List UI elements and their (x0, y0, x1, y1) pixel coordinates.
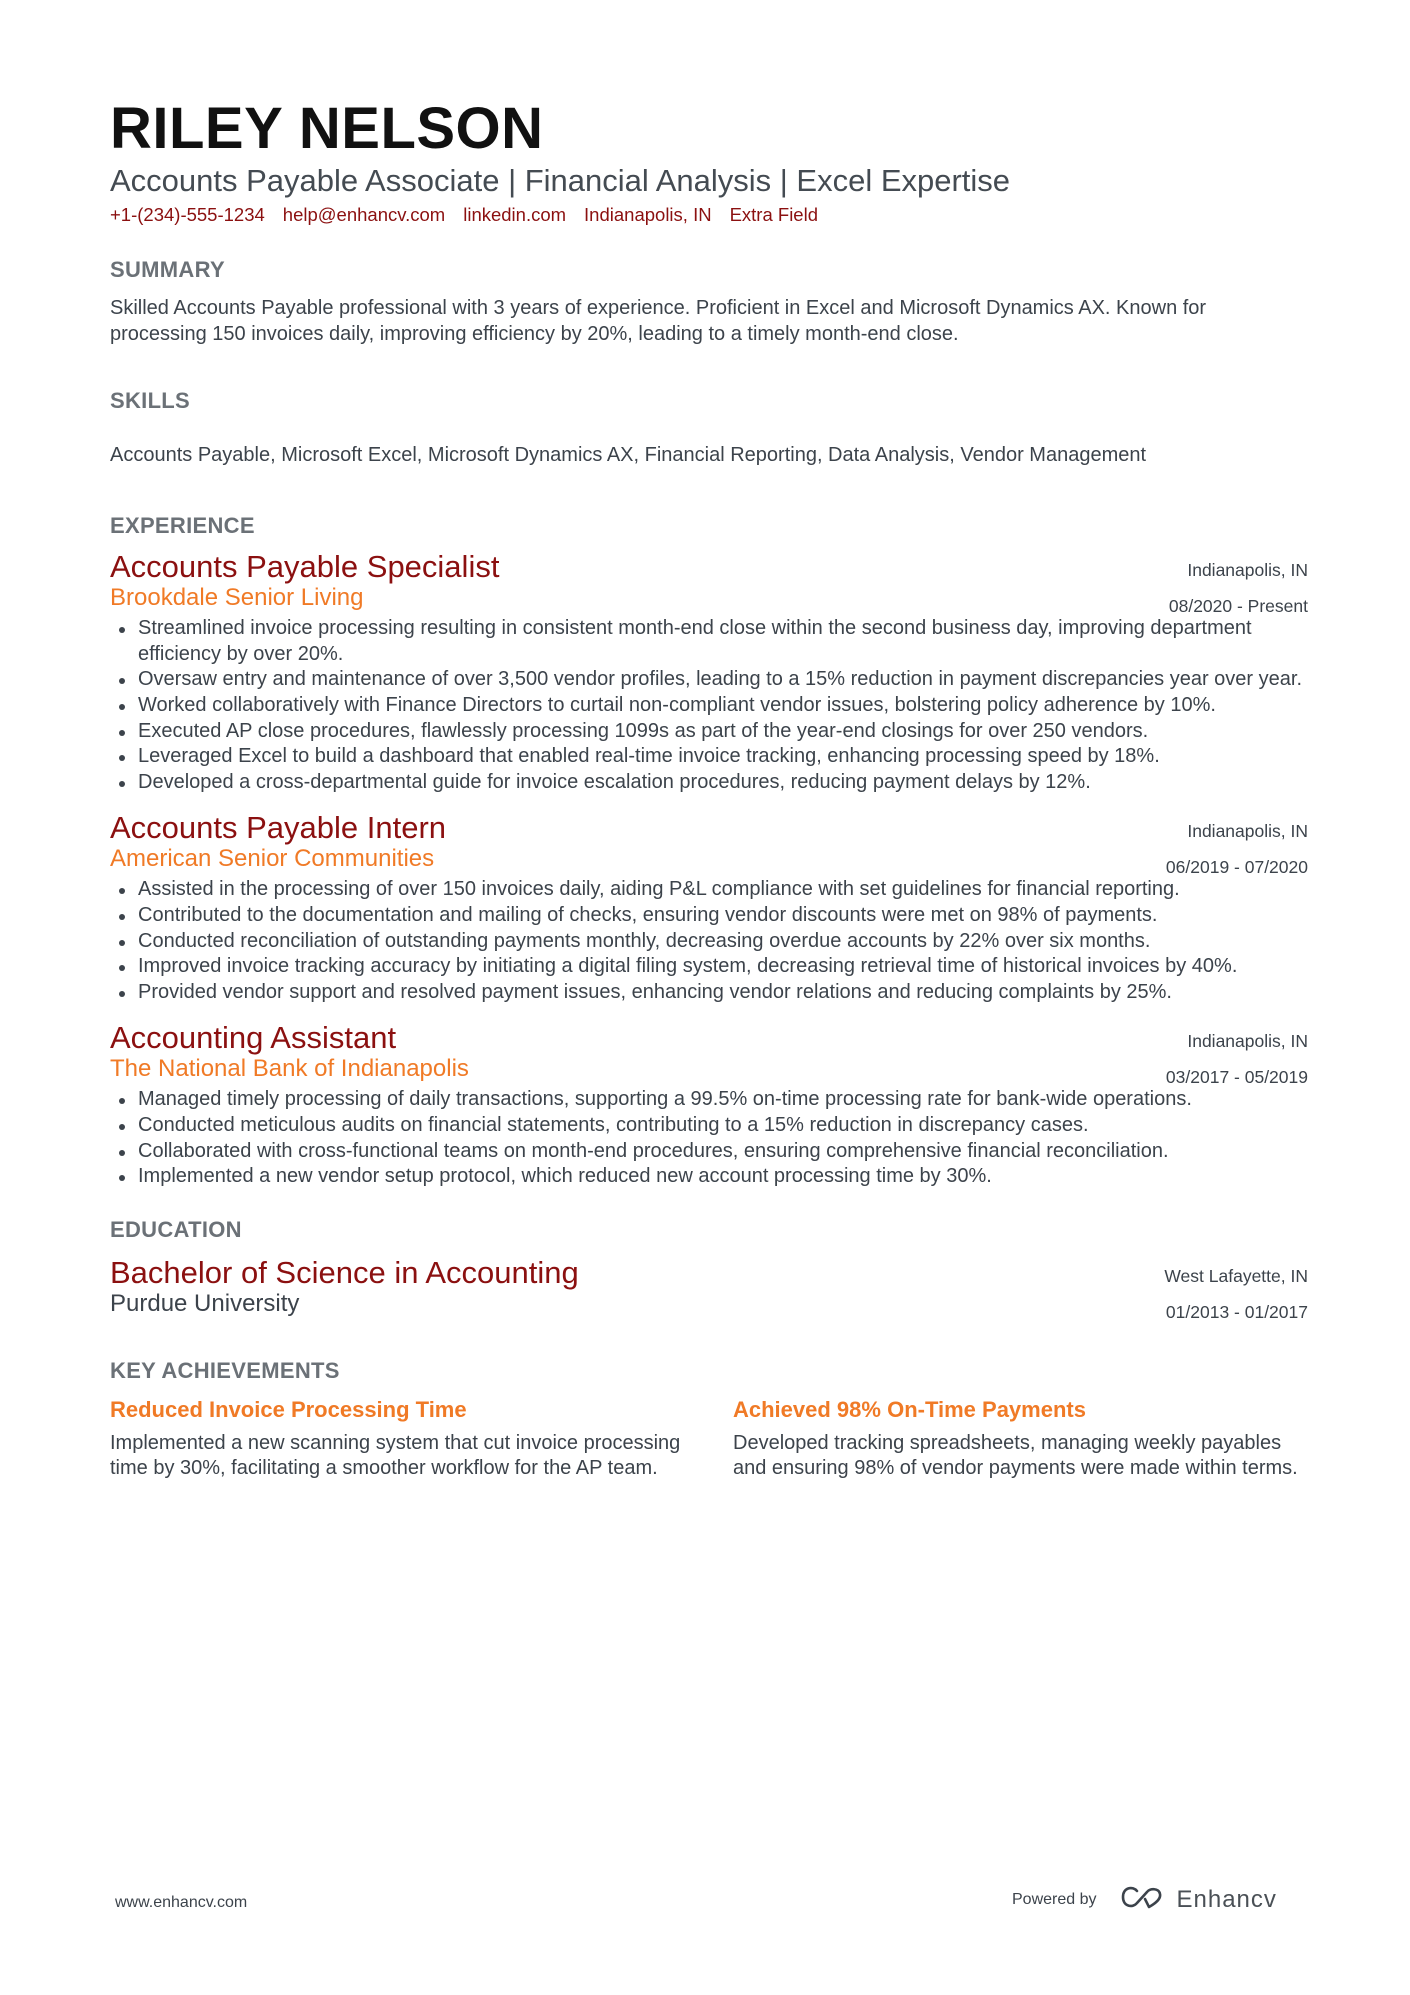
job-bullet: Assisted in the processing of over 150 invoices daily, aiding P&L compliance with set guidelines for financial reporting. (110, 877, 1308, 903)
job-bullet: Implemented a new vendor setup protocol, which reduced new account processing time by 30%. (110, 1164, 1308, 1190)
job-bullet: Executed AP close procedures, flawlessly processing 1099s as part of the year-end closings for over 250 vendors. (110, 719, 1308, 745)
job-entry (110, 548, 1308, 795)
job-company: American Senior Communities (110, 845, 435, 873)
education-school: Purdue University (110, 1289, 300, 1317)
contact-bar (110, 202, 1308, 228)
education-location: West Lafayette, IN (1164, 1265, 1308, 1286)
achievement-item (733, 1395, 1308, 1482)
job-bullet: Leveraged Excel to build a dashboard that enabled real-time invoice tracking, enhancing processing speed by 18%. (110, 744, 1308, 770)
job-meta (1166, 813, 1308, 885)
job-bullet: Conducted meticulous audits on financial statements, contributing to a 15% reduction in discrepancy cases. (110, 1113, 1308, 1139)
job-bullet: Collaborated with cross-functional teams on month-end procedures, ensuring comprehensive financial reconciliation. (110, 1139, 1308, 1165)
job-bullets (110, 616, 1308, 795)
powered-by-label: Powered by (1012, 1890, 1097, 1908)
job-meta (1169, 552, 1308, 624)
job-bullet: Managed timely processing of daily transactions, supporting a 99.5% on-time processing rate for bank-wide operations. (110, 1087, 1308, 1113)
skills-text: Accounts Payable, Microsoft Excel, Microsoft Dynamics AX, Financial Reporting, Data Analysis, Vendor Management (110, 444, 1147, 467)
job-location: Indianapolis, IN (1187, 1031, 1308, 1052)
contact-email-link[interactable]: help@enhancv.com (282, 204, 446, 225)
job-dates: 03/2017 - 05/2019 (1165, 1067, 1308, 1088)
achievement-item (110, 1395, 685, 1482)
achievement-description: Developed tracking spreadsheets, managing weekly payables and ensuring 98% of vendor payments were made within terms. (733, 1431, 1298, 1480)
summary-section (110, 256, 1308, 347)
job-entry (110, 1019, 1308, 1189)
job-bullet: Oversaw entry and maintenance of over 3,500 vendor profiles, leading to a 15% reduction in payment discrepancies year over year. (110, 667, 1308, 693)
skills-section (110, 387, 1308, 468)
education-entry (110, 1254, 1308, 1322)
job-bullet: Provided vendor support and resolved payment issues, enhancing vendor relations and reducing complaints by 25%. (110, 980, 1308, 1006)
job-title: Accounts Payable Specialist (110, 549, 500, 585)
section-title-education: EDUCATION (110, 1216, 242, 1242)
job-bullet: Improved invoice tracking accuracy by initiating a digital filing system, decreasing retrieval time of historical invoices by 40%. (110, 954, 1308, 980)
job-bullets (110, 877, 1308, 1005)
section-title-achievements: KEY ACHIEVEMENTS (110, 1357, 340, 1383)
job-meta (1166, 1023, 1308, 1095)
candidate-name: RILEY NELSON (110, 96, 544, 161)
enhancv-brand-link[interactable] (1119, 1884, 1277, 1915)
job-entry (110, 809, 1308, 1005)
achievement-description: Implemented a new scanning system that cut invoice processing time by 30%, facilitating a smoother workflow for the AP team. (110, 1431, 681, 1480)
job-bullet: Conducted reconciliation of outstanding payments monthly, decreasing overdue accounts by 22% over six months. (110, 929, 1308, 955)
education-meta (1164, 1258, 1308, 1330)
job-company: The National Bank of Indianapolis (110, 1055, 469, 1083)
contact-extra-field: Extra Field (729, 204, 818, 225)
job-dates: 08/2020 - Present (1168, 596, 1308, 617)
education-section (110, 1216, 1308, 1322)
job-bullets (110, 1087, 1308, 1189)
contact-location: Indianapolis, IN (584, 204, 712, 225)
education-dates: 01/2013 - 01/2017 (1165, 1301, 1308, 1322)
section-title-skills: SKILLS (110, 388, 191, 414)
achievements-section (110, 1357, 1308, 1482)
job-location: Indianapolis, IN (1187, 560, 1308, 581)
candidate-headline: Accounts Payable Associate | Financial Analysis | Excel Expertise (110, 163, 1011, 198)
footer-website-link[interactable]: www.enhancv.com (115, 1894, 248, 1911)
job-bullet: Streamlined invoice processing resulting in consistent month-end close within the second business day, improving department efficiency by over 20%. (110, 616, 1308, 667)
achievement-title: Achieved 98% On-Time Payments (733, 1396, 1086, 1422)
education-degree: Bachelor of Science in Accounting (110, 1254, 579, 1290)
job-header (110, 548, 1308, 617)
job-bullet: Developed a cross-departmental guide for invoice escalation procedures, reducing payment delays by 12%. (110, 770, 1308, 796)
resume-page (110, 96, 1308, 1482)
section-title-summary: SUMMARY (110, 257, 225, 282)
job-company: Brookdale Senior Living (110, 584, 364, 612)
experience-section (110, 512, 1308, 1190)
summary-text: Skilled Accounts Payable professional with 3 years of experience. Proficient in Excel and Microsoft Dynamics AX. Known for processing 150 invoices daily, improving efficiency by 20%, leading to a timely month-end close. (110, 297, 1207, 345)
contact-linkedin-link[interactable]: linkedin.com (463, 204, 567, 225)
section-title-experience: EXPERIENCE (110, 513, 255, 539)
enhancv-logo-icon (1119, 1884, 1165, 1915)
achievements-grid (110, 1395, 1308, 1482)
job-title: Accounting Assistant (110, 1020, 397, 1056)
job-dates: 06/2019 - 07/2020 (1165, 857, 1308, 878)
job-header (110, 809, 1308, 878)
job-bullet: Contributed to the documentation and mailing of checks, ensuring vendor discounts were met on 98% of payments. (110, 903, 1308, 929)
footer-branding (1012, 1884, 1277, 1915)
enhancv-wordmark: Enhancv (1176, 1885, 1277, 1913)
achievement-title: Reduced Invoice Processing Time (110, 1396, 467, 1422)
resume-header (110, 96, 1308, 228)
job-header (110, 1019, 1308, 1088)
job-bullet: Worked collaboratively with Finance Directors to curtail non-compliant vendor issues, bolstering policy adherence by 10%. (110, 693, 1308, 719)
job-location: Indianapolis, IN (1187, 821, 1308, 842)
contact-phone-link[interactable]: +1-(234)-555-1234 (110, 204, 265, 225)
job-title: Accounts Payable Intern (110, 810, 447, 846)
